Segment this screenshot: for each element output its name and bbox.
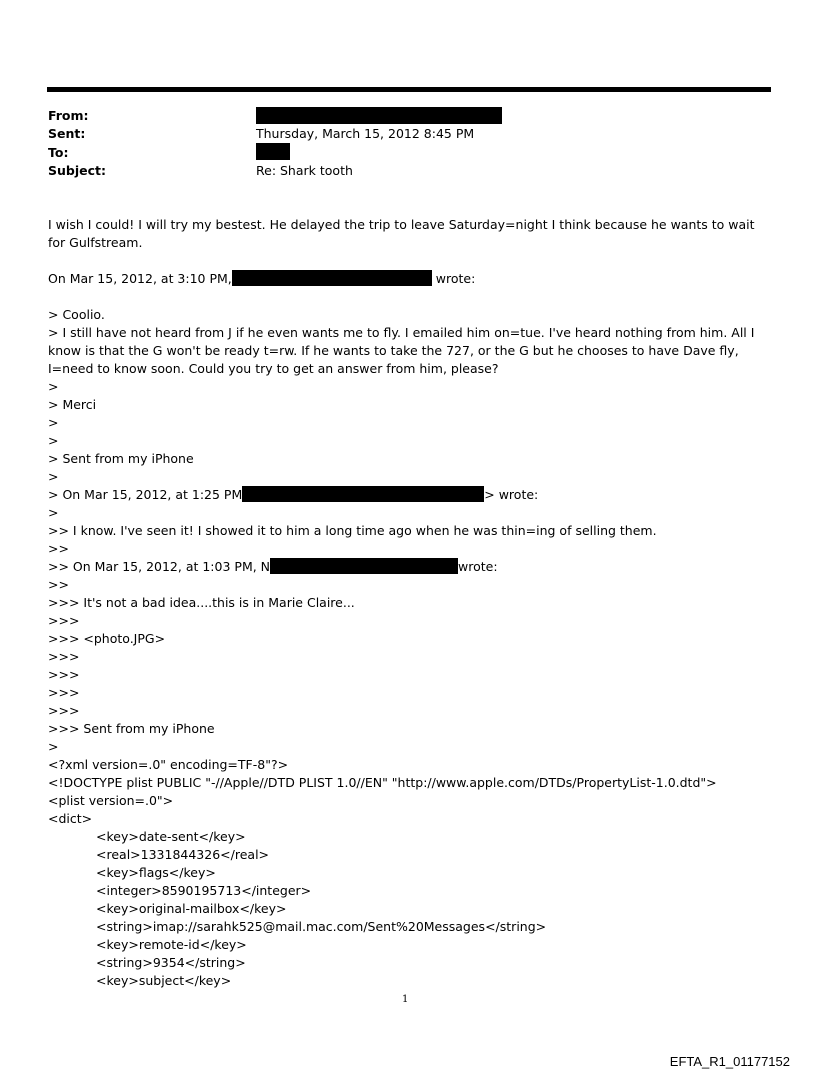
quote-line: > [48, 379, 59, 394]
xml-line: <key>original-mailbox</key> [96, 901, 287, 916]
quote-line: >> I know. I've seen it! I showed it to him a long time ago when he was thin=ing of selling them. [48, 523, 657, 538]
page-number: 1 [402, 994, 409, 1005]
quote-line: >> [48, 541, 69, 556]
quote2-prefix: > On Mar 15, 2012, at 1:25 PM [48, 487, 243, 502]
subject-label: Subject: [48, 163, 106, 178]
xml-line: <dict> [48, 811, 93, 826]
redacted-quote2-sender [242, 486, 484, 502]
xml-line: <key>date-sent</key> [96, 829, 246, 844]
quote-line: > [48, 739, 59, 754]
quote-line: >>> [48, 613, 80, 628]
redacted-quote1-sender [232, 270, 432, 286]
redacted-from [256, 107, 502, 124]
header-rule [47, 87, 771, 92]
xml-line: <!DOCTYPE plist PUBLIC "-//Apple//DTD PLIST 1.0//EN" "http://www.apple.com/DTDs/PropertyList-1.0.dtd"> [48, 775, 717, 790]
from-label: From: [48, 108, 89, 123]
quote-line: > [48, 433, 59, 448]
xml-line: <key>subject</key> [96, 973, 232, 988]
redacted-quote3-sender [270, 558, 458, 574]
redacted-to [256, 143, 290, 160]
to-label: To: [48, 145, 69, 160]
quote3-suffix: wrote: [458, 559, 498, 574]
quote-line: > Coolio. [48, 307, 105, 322]
quote-line: > Merci [48, 397, 97, 412]
quote-line: > [48, 505, 59, 520]
xml-line: <key>flags</key> [96, 865, 216, 880]
quote-line: >>> [48, 649, 80, 664]
quote-line: >>> Sent from my iPhone [48, 721, 215, 736]
quote2-header [48, 486, 538, 504]
xml-line: <key>remote-id</key> [96, 937, 247, 952]
sent-label: Sent: [48, 126, 86, 141]
xml-line: <?xml version=.0" encoding=TF-8"?> [48, 757, 289, 772]
quote2-suffix: > wrote: [484, 487, 539, 502]
quote-line: > Sent from my iPhone [48, 451, 194, 466]
xml-line: <integer>8590195713</integer> [96, 883, 312, 898]
quote-line: >> [48, 577, 69, 592]
quote-line: > [48, 415, 59, 430]
quote1-suffix: wrote: [431, 271, 476, 286]
quote-line: >>> [48, 667, 80, 682]
quote1-header [48, 270, 475, 288]
quote1-prefix: On Mar 15, 2012, at 3:10 PM, [48, 271, 232, 286]
quote3-header [48, 558, 498, 576]
xml-line: <plist version=.0"> [48, 793, 174, 808]
quote3-prefix: >> On Mar 15, 2012, at 1:03 PM, N [48, 559, 271, 574]
xml-line: <string>9354</string> [96, 955, 246, 970]
sent-value: Thursday, March 15, 2012 8:45 PM [256, 126, 475, 141]
quote-line: >>> [48, 685, 80, 700]
quote-line: >>> It's not a bad idea....this is in Marie Claire... [48, 595, 355, 610]
xml-line: <string>imap://sarahk525@mail.mac.com/Sent%20Messages</string> [96, 919, 547, 934]
quote-line: > [48, 469, 59, 484]
body-intro: I wish I could! I will try my bestest. He delayed the trip to leave Saturday=night I think because he wants to wait for Gulfstream. [48, 217, 755, 250]
quote-paragraph: > I still have not heard from J if he even wants me to fly. I emailed him on=tue. I've heard nothing from him. All I know is that the G won't be ready t=rw. If he wants to take the 727, or the G but he chooses to have Dave fly, I=need to know soon. Could you try to get an answer from him, please? [48, 325, 755, 376]
document-id: EFTA_R1_01177152 [669, 1054, 790, 1069]
quote-line: >>> <photo.JPG> [48, 631, 166, 646]
xml-line: <real>1331844326</real> [96, 847, 270, 862]
quote-line: >>> [48, 703, 80, 718]
subject-value: Re: Shark tooth [256, 163, 353, 178]
